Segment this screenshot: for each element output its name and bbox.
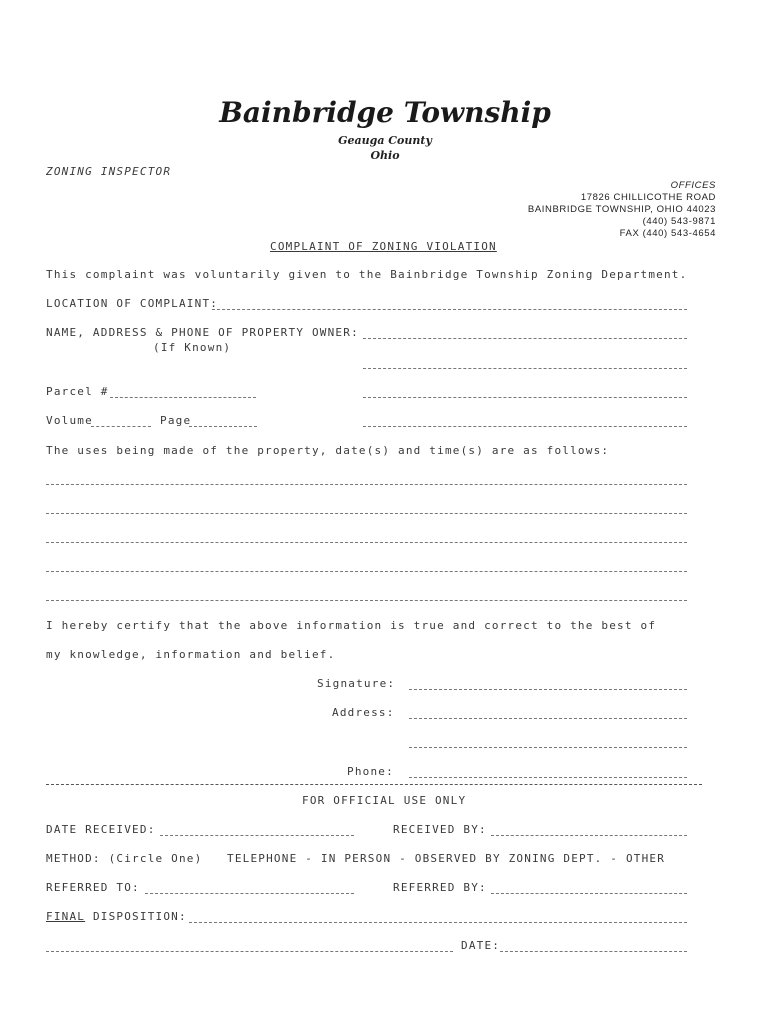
department-label: ZONING INSPECTOR [46,165,172,178]
owner-field-1[interactable] [363,338,687,339]
official-divider [46,784,702,785]
volume-field[interactable] [91,426,151,427]
disposition-label [46,910,187,923]
received-by-label: RECEIVED BY: [393,823,487,836]
state-name: Ohio [370,149,400,162]
page-field[interactable] [189,426,257,427]
method-options[interactable]: TELEPHONE - IN PERSON - OBSERVED BY ZONING DEPT. - OTHER [227,852,666,865]
owner-label: NAME, ADDRESS & PHONE OF PROPERTY OWNER: [46,326,359,339]
uses-line-5[interactable] [46,600,687,601]
office-phone: (440) 543-9871 [642,216,716,227]
uses-label: The uses being made of the property, date(s) and time(s) are as follows: [46,444,610,457]
certify-text-2: my knowledge, information and belief. [46,648,336,661]
uses-line-4[interactable] [46,571,687,572]
referred-to-field[interactable] [145,893,354,894]
address-field-1[interactable] [409,718,687,719]
township-title: Bainbridge Township [219,96,551,129]
method-label: METHOD: (Circle One) [46,852,203,865]
volume-label: Volume [46,414,93,427]
office-fax: FAX (440) 543-4654 [619,228,716,239]
disposition-word: DISPOSITION: [85,910,187,923]
referred-by-field[interactable] [491,893,687,894]
disposition-field[interactable] [189,922,687,923]
parcel-field[interactable] [110,397,256,398]
uses-line-2[interactable] [46,513,687,514]
phone-label: Phone: [347,765,394,778]
offices-label: OFFICES [670,180,716,191]
signature-label: Signature: [317,677,396,690]
certify-text-1: I hereby certify that the above information is true and correct to the best of [46,619,657,632]
referred-to-label: REFERRED TO: [46,881,140,894]
office-city: BAINBRIDGE TOWNSHIP, OHIO 44023 [527,204,716,215]
owner-field-3[interactable] [363,397,687,398]
received-by-field[interactable] [491,835,687,836]
date-field[interactable] [500,951,687,952]
final-word: FINAL [46,910,86,923]
owner-field-4[interactable] [363,426,687,427]
parcel-label: Parcel # [46,385,109,398]
date-received-label: DATE RECEIVED: [46,823,156,836]
official-heading: FOR OFFICIAL USE ONLY [302,794,467,807]
location-label: LOCATION OF COMPLAINT: [46,297,219,310]
office-street: 17826 CHILLICOTHE ROAD [580,192,716,203]
address-label: Address: [332,706,395,719]
referred-by-label: REFERRED BY: [393,881,487,894]
owner-field-2[interactable] [363,368,687,369]
location-field[interactable] [212,309,687,310]
uses-line-1[interactable] [46,484,687,485]
phone-field[interactable] [409,777,687,778]
page-label: Page [160,414,192,427]
county-name: Geauga County [338,134,432,147]
date-label: DATE: [461,939,501,952]
disposition-line-2[interactable] [46,951,453,952]
date-received-field[interactable] [160,835,354,836]
intro-text: This complaint was voluntarily given to the Bainbridge Township Zoning Department. [46,268,688,281]
uses-line-3[interactable] [46,542,687,543]
form-heading: COMPLAINT OF ZONING VIOLATION [270,240,497,253]
owner-sub-label: (If Known) [153,341,232,354]
signature-field[interactable] [409,689,687,690]
address-field-2[interactable] [409,747,687,748]
